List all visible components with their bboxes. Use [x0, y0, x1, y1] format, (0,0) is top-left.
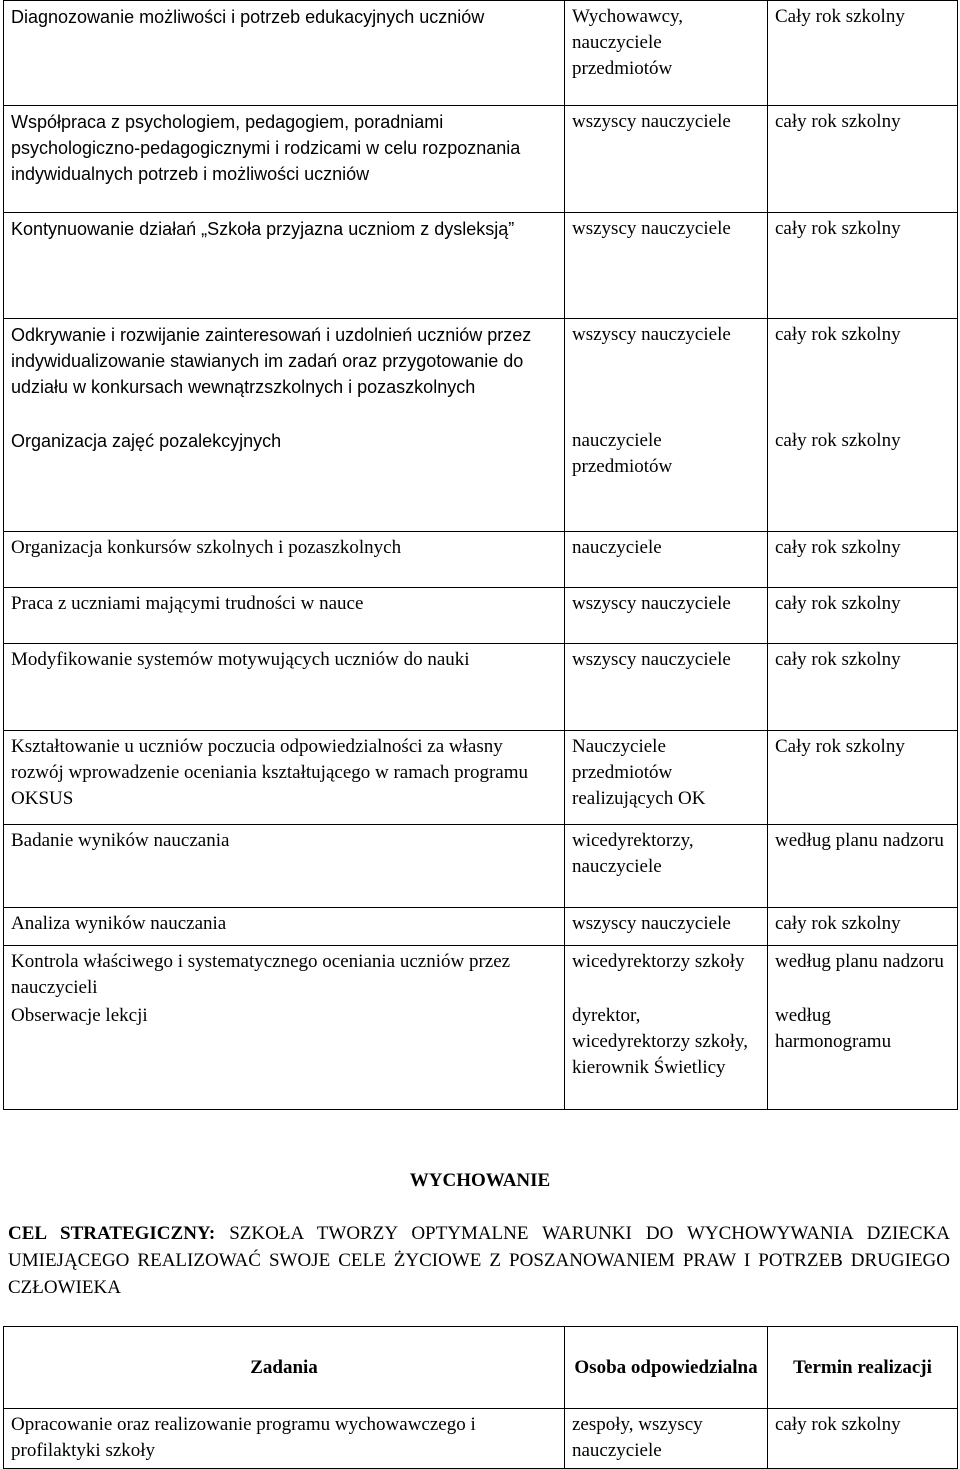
person-text: wicedyrektorzy szkoły: [572, 951, 745, 972]
goal-label: CEL STRATEGICZNY:: [8, 1223, 216, 1244]
task-text-2: Organizacja zajęć pozalekcyjnych: [11, 431, 282, 451]
task-text-2: Obserwacje lekcji: [11, 1005, 148, 1026]
table-row: [4, 946, 958, 1110]
task-text: Kontrola właściwego i systematycznego oceniania uczniów przez nauczycieli: [11, 951, 511, 998]
person-cell: wszyscy nauczyciele: [565, 213, 768, 319]
goal-text: SZKOŁA TWORZY OPTYMALNE WARUNKI DO WYCHOWYWANIA DZIECKA UMIEJĄCEGO REALIZOWAĆ SWOJE CELE ŻYCIOWE Z POSZANOWANIEM PRAW I POTRZEB DRUGIEGO CZŁOWIEKA: [8, 1223, 951, 1298]
header-task: Zadania: [4, 1327, 565, 1409]
upbringing-table: [3, 1326, 958, 1469]
header-person: Osoba odpowiedzialna: [565, 1327, 768, 1409]
table-row: [4, 1, 958, 106]
term-cell: według planu nadzoru: [768, 825, 958, 908]
term-cell: cały rok szkolny: [768, 644, 958, 731]
table-row: [4, 588, 958, 644]
person-text-2: dyrektor, wicedyrektorzy szkoły, kierownik Świetlicy: [572, 1005, 749, 1078]
task-cell: Współpraca z psychologiem, pedagogiem, poradniami psychologiczno-pedagogicznymi i rodzicami w celu rozpoznania indywidualnych potrzeb i możliwości uczniów: [4, 106, 565, 213]
table-row: [4, 644, 958, 731]
person-cell: Wychowawcy, nauczyciele przedmiotów: [565, 1, 768, 106]
person-cell: wicedyrektorzy, nauczyciele: [565, 825, 768, 908]
table-row: [4, 1409, 958, 1469]
table-header-row: [4, 1327, 958, 1409]
task-cell: Kontynuowanie działań „Szkoła przyjazna uczniom z dysleksją”: [4, 213, 565, 319]
task-cell: Badanie wyników nauczania: [4, 825, 565, 908]
task-cell: [4, 946, 565, 1110]
term-cell: [768, 946, 958, 1110]
term-text-2: cały rok szkolny: [775, 430, 901, 451]
person-cell: wszyscy nauczyciele: [565, 588, 768, 644]
task-cell: Diagnozowanie możliwości i potrzeb edukacyjnych uczniów: [4, 1, 565, 106]
term-text: cały rok szkolny: [775, 324, 901, 345]
term-cell: cały rok szkolny: [768, 106, 958, 213]
term-cell: Cały rok szkolny: [768, 1, 958, 106]
term-cell: cały rok szkolny: [768, 213, 958, 319]
task-cell: Organizacja konkursów szkolnych i pozaszkolnych: [4, 532, 565, 588]
person-cell: wszyscy nauczyciele: [565, 106, 768, 213]
table-row: [4, 106, 958, 213]
task-cell: Kształtowanie u uczniów poczucia odpowiedzialności za własny rozwój wprowadzenie oceniania kształtującego w ramach programu OKSUS: [4, 731, 565, 825]
table-row: [4, 213, 958, 319]
section-heading: WYCHOWANIE: [409, 1170, 551, 1191]
table-row: [4, 731, 958, 825]
responsibilities-table: [3, 0, 958, 1110]
task-cell: Analiza wyników nauczania: [4, 908, 565, 946]
person-cell: Nauczyciele przedmiotów realizujących OK: [565, 731, 768, 825]
task-text: Odkrywanie i rozwijanie zainteresowań i uzdolnień uczniów przez indywidualizowanie stawianych im zadań oraz przygotowanie do udziału w konkursach wewnątrzszkolnych i pozaszkolnych: [11, 325, 532, 397]
term-cell: cały rok szkolny: [768, 1409, 958, 1469]
person-text-2: nauczyciele przedmiotów: [572, 430, 673, 477]
task-cell: [4, 319, 565, 532]
person-cell: wszyscy nauczyciele: [565, 644, 768, 731]
strategic-goal: [8, 1220, 950, 1301]
term-cell: [768, 319, 958, 532]
person-cell: [565, 946, 768, 1110]
term-cell: cały rok szkolny: [768, 588, 958, 644]
person-cell: [565, 319, 768, 532]
table-row: [4, 908, 958, 946]
header-term: Termin realizacji: [768, 1327, 958, 1409]
term-cell: cały rok szkolny: [768, 532, 958, 588]
task-cell: Modyfikowanie systemów motywujących uczniów do nauki: [4, 644, 565, 731]
task-cell: Opracowanie oraz realizowanie programu wychowawczego i profilaktyki szkoły: [4, 1409, 565, 1469]
table-row: [4, 825, 958, 908]
term-text: według planu nadzoru: [775, 951, 944, 972]
person-text: wszyscy nauczyciele: [572, 324, 731, 345]
term-text-2: według harmonogramu: [775, 1005, 892, 1052]
term-cell: cały rok szkolny: [768, 908, 958, 946]
person-cell: zespoły, wszyscy nauczyciele: [565, 1409, 768, 1469]
term-cell: Cały rok szkolny: [768, 731, 958, 825]
task-cell: Praca z uczniami mającymi trudności w nauce: [4, 588, 565, 644]
person-cell: nauczyciele: [565, 532, 768, 588]
table-row: [4, 319, 958, 532]
person-cell: wszyscy nauczyciele: [565, 908, 768, 946]
table-row: [4, 532, 958, 588]
